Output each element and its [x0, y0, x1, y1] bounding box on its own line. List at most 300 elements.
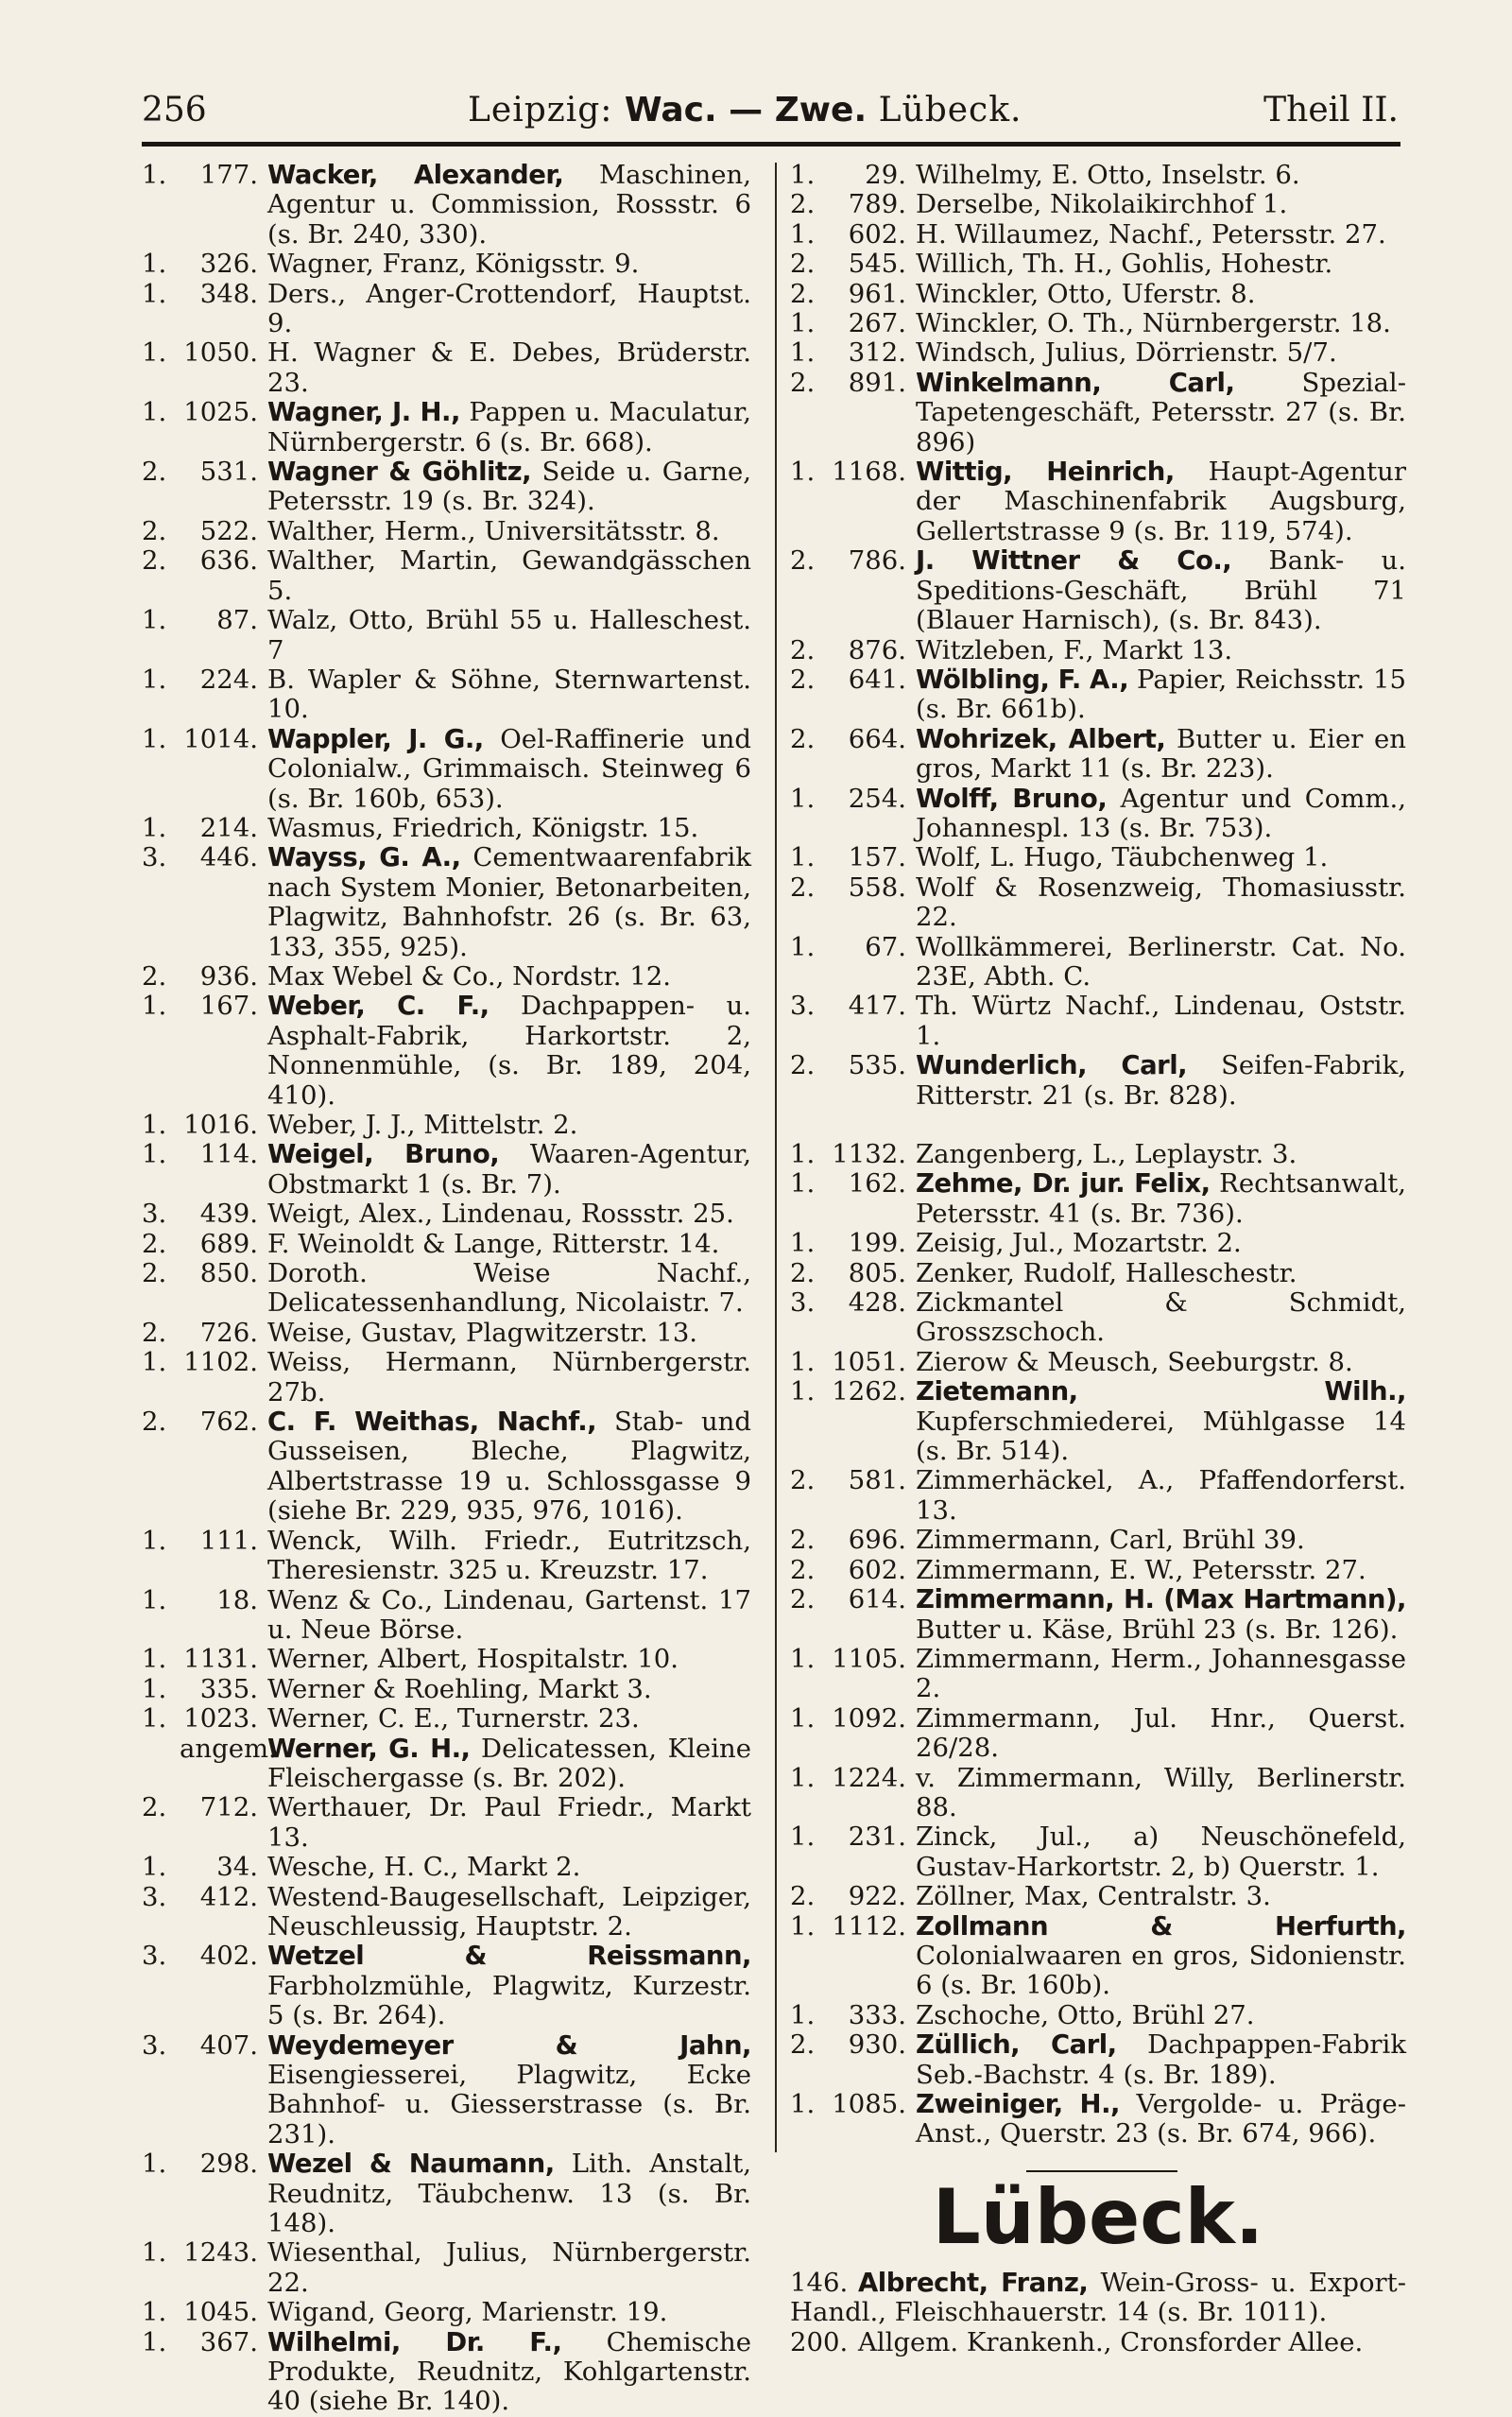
- entry-class: 1.: [142, 1110, 167, 1140]
- entry-text: [916, 369, 1406, 458]
- entry-gap: [790, 1111, 1406, 1140]
- entry-details: Waaren-Agentur, Obstmarkt 1 (s. Br. 7).: [267, 1139, 751, 1200]
- directory-entry: [142, 2031, 751, 2150]
- entry-details: Th. Würtz Nachf., Lindenau, Oststr. 1.: [916, 991, 1406, 1051]
- entry-name: Weydemeyer & Jahn,: [267, 2029, 751, 2061]
- directory-entry: [142, 338, 751, 398]
- directory-entry: [790, 280, 1406, 309]
- entry-name: C. F. Weithas, Nachf.,: [267, 1407, 597, 1438]
- entry-class: 1.: [142, 1673, 167, 1704]
- entry-text: [267, 606, 751, 665]
- entry-text: [267, 458, 751, 517]
- entry-class: 1.: [790, 1762, 816, 1793]
- entry-class: 2.: [790, 1584, 816, 1615]
- entry-class: 2.: [790, 634, 816, 665]
- entry-class: 2.: [790, 1525, 816, 1556]
- entry-details: Witzleben, F., Markt 13.: [916, 634, 1233, 665]
- entry-details: Dachpappen-Fabrik Seb.-Bachstr. 4 (s. Br. 189).: [916, 2029, 1406, 2090]
- entry-text: [916, 1645, 1406, 1704]
- entry-class: 2.: [790, 545, 816, 577]
- directory-entry: [142, 1140, 751, 1200]
- entry-text: [916, 250, 1406, 279]
- right-column-entries: [790, 161, 1406, 2149]
- entry-details: Zickmantel & Schmidt, Grosszschoch.: [916, 1287, 1406, 1348]
- entry-text: [267, 2298, 751, 2327]
- directory-entry: [790, 1645, 1406, 1704]
- entry-class: 1.: [142, 2149, 167, 2180]
- column-divider: [775, 163, 777, 2152]
- directory-entry: [790, 725, 1406, 785]
- entry-text: [267, 1793, 751, 1853]
- directory-entry: [142, 1793, 751, 1853]
- entry-class: 2.: [142, 457, 167, 488]
- directory-entry: [142, 280, 751, 339]
- directory-entry: [790, 1140, 1406, 1169]
- entry-details: Ders., Anger-Crottendorf, Hauptst. 9.: [267, 278, 751, 339]
- entry-number: 18.: [216, 1584, 258, 1615]
- entry-details: Allgem. Krankenh., Cronsforder Allee.: [858, 2326, 1364, 2357]
- entry-number: 199.: [848, 1228, 906, 1259]
- entry-details: Butter u. Eier en gros, Markt 11 (s. Br. 223).: [916, 723, 1406, 785]
- left-column: [142, 161, 751, 2417]
- entry-details: Wilhelmy, E. Otto, Inselstr. 6.: [916, 160, 1300, 190]
- entry-details: Wolf & Rosenzweig, Thomasiusstr. 22.: [916, 872, 1406, 933]
- entry-text: [267, 992, 751, 1111]
- directory-entry: [790, 1051, 1406, 1111]
- entry-text: [267, 1645, 751, 1674]
- entry-class: 1.: [790, 308, 816, 339]
- entry-details: Wenck, Wilh. Friedr., Eutritzsch, Theresienstr. 325 u. Kreuzstr. 17.: [267, 1525, 751, 1586]
- entry-number: 29.: [865, 160, 906, 190]
- entry-details: Stab- und Gusseisen, Bleche, Plagwitz, Albertstrasse 19 u. Schlossgasse 9 (siehe Br. 229, 935, 976, 1016).: [267, 1407, 751, 1527]
- entry-details: Maschinen, Agentur u. Commission, Rossstr. 6 (s. Br. 240, 330).: [267, 160, 751, 250]
- entry-class: 2.: [142, 1792, 167, 1823]
- entry-details: Zimmermann, Carl, Brühl 39.: [916, 1525, 1305, 1556]
- entry-text: [916, 546, 1406, 635]
- directory-entry: [790, 1229, 1406, 1258]
- entry-class: 2.: [790, 1465, 816, 1496]
- directory-entry: [790, 1288, 1406, 1348]
- directory-entry: [142, 962, 751, 992]
- entry-details: Papier, Reichsstr. 15 (s. Br. 661b).: [916, 664, 1406, 725]
- entry-number: 1014.: [183, 723, 258, 754]
- directory-entry: [790, 2269, 1406, 2328]
- entry-text: [267, 814, 751, 843]
- entry-details: Wesche, H. C., Markt 2.: [267, 1852, 581, 1883]
- directory-entry: [790, 992, 1406, 1051]
- entry-number: 712.: [199, 1792, 258, 1823]
- entry-details: B. Wapler & Söhne, Sternwartenst. 10.: [267, 664, 751, 725]
- entry-class: 2.: [790, 249, 816, 280]
- entry-class: 1.: [142, 812, 167, 843]
- entry-text: [267, 2149, 751, 2238]
- entry-text: [916, 665, 1406, 725]
- entry-class: 2.: [790, 1881, 816, 1912]
- entry-class: 3.: [142, 1941, 167, 1972]
- entry-name: Wacker, Alexander,: [267, 160, 564, 190]
- entry-text: [267, 1348, 751, 1407]
- entry-details: Agentur und Comm., Johannespl. 13 (s. Br. 753).: [916, 783, 1406, 843]
- entry-class: 1.: [790, 783, 816, 814]
- entry-number: 1168.: [832, 457, 906, 488]
- entry-details: Weber, J. J., Mittelstr. 2.: [267, 1110, 578, 1140]
- entry-class: 1.: [790, 2089, 816, 2119]
- entry-name: J. Wittner & Co.,: [916, 545, 1232, 577]
- page-number: 256: [142, 91, 207, 129]
- entry-number: 167.: [199, 991, 258, 1022]
- entry-number: 850.: [199, 1258, 258, 1289]
- entry-number: 1262.: [832, 1376, 906, 1407]
- entry-text: [267, 962, 751, 992]
- entry-details: Seifen-Fabrik, Ritterstr. 21 (s. Br. 828).: [916, 1050, 1406, 1111]
- directory-entry: [790, 636, 1406, 665]
- entry-text: [916, 2090, 1406, 2149]
- entry-number: 961.: [848, 278, 906, 309]
- entry-details: Werner, C. E., Turnerstr. 23.: [267, 1703, 640, 1735]
- entry-class: 1.: [790, 842, 816, 873]
- entry-text: [267, 1319, 751, 1348]
- entry-number: 214.: [199, 812, 258, 843]
- entry-number: 535.: [848, 1050, 906, 1081]
- entry-details: F. Weinoldt & Lange, Ritterstr. 14.: [267, 1228, 720, 1259]
- header-center: [468, 87, 1022, 134]
- header-volume: Theil II.: [1263, 91, 1399, 129]
- entry-number: 111.: [199, 1525, 258, 1556]
- directory-entry: [790, 220, 1406, 250]
- directory-entry: [142, 2298, 751, 2327]
- entry-class: 1.: [790, 1228, 816, 1259]
- directory-entry: [142, 458, 751, 517]
- entry-number: 531.: [199, 457, 258, 488]
- entry-number: 224.: [199, 664, 258, 695]
- directory-entry: [142, 2328, 751, 2417]
- directory-entry: [790, 785, 1406, 844]
- entry-number: 1045.: [183, 2297, 258, 2328]
- entry-details: Rechtsanwalt, Petersstr. 41 (s. Br. 736).: [916, 1168, 1406, 1229]
- entry-details: Werner, Albert, Hospitalstr. 10.: [267, 1644, 679, 1675]
- directory-entry: [790, 933, 1406, 993]
- directory-entry: [790, 2001, 1406, 2030]
- entry-details: Zöllner, Max, Centralstr. 3.: [916, 1881, 1271, 1912]
- entry-class: 2.: [142, 1407, 167, 1438]
- entry-text: [267, 338, 751, 398]
- entry-details: Wollkämmerei, Berlinerstr. Cat. No. 23E, Abth. C.: [916, 931, 1406, 992]
- luebeck-entries: [790, 2269, 1406, 2357]
- entry-name: Züllich, Carl,: [916, 2029, 1117, 2061]
- directory-entry: [142, 1704, 751, 1734]
- directory-entry: [142, 843, 751, 962]
- entry-details: Wiesenthal, Julius, Nürnbergerstr. 22.: [267, 2237, 751, 2298]
- header-rule: [142, 142, 1400, 147]
- directory-entry: [142, 1853, 751, 1882]
- entry-class: 1.: [790, 931, 816, 962]
- entry-number: 1105.: [832, 1643, 906, 1674]
- entry-text: [916, 2030, 1406, 2090]
- entry-name: Wagner, J. H.,: [267, 397, 460, 428]
- directory-entry: [142, 1111, 751, 1140]
- entry-class: 1.: [790, 1910, 816, 1942]
- entry-class: 1.: [142, 1347, 167, 1378]
- entry-name: Zollmann & Herfurth,: [916, 1910, 1406, 1942]
- directory-entry: [142, 814, 751, 843]
- entry-details: Winckler, O. Th., Nürnbergerstr. 18.: [916, 308, 1391, 339]
- entry-details: Walther, Herm., Universitätsstr. 8.: [267, 515, 720, 546]
- entry-number: 558.: [848, 872, 906, 903]
- directory-entry: [142, 1942, 751, 2030]
- section-heading-luebeck: Lübeck.: [790, 2170, 1406, 2265]
- entry-text: [267, 1527, 751, 1586]
- directory-entry: [790, 1526, 1406, 1555]
- entry-details: Winckler, Otto, Uferstr. 8.: [916, 278, 1256, 309]
- entry-name: Zehme, Dr. jur. Felix,: [916, 1168, 1211, 1200]
- entry-number: 602.: [848, 218, 906, 250]
- entry-text: [916, 843, 1406, 872]
- directory-entry: [142, 992, 751, 1111]
- entry-number: 254.: [848, 783, 906, 814]
- entry-text: [916, 636, 1406, 665]
- entry-number: 786.: [848, 545, 906, 577]
- entry-details: Delicatessen, Kleine Fleischergasse (s. Br. 202).: [267, 1733, 751, 1793]
- entry-number: 1243.: [183, 2237, 258, 2269]
- entry-text: [916, 309, 1406, 338]
- entry-text: [916, 1229, 1406, 1258]
- entry-details: Weiss, Hermann, Nürnbergerstr. 27b.: [267, 1347, 751, 1407]
- entry-class: 1.: [142, 723, 167, 754]
- directory-entry: [142, 1259, 751, 1319]
- entry-details: Zenker, Rudolf, Halleschestr.: [916, 1257, 1297, 1288]
- entry-number: 1023.: [183, 1703, 258, 1735]
- entry-text: [267, 2031, 751, 2150]
- entry-number: 114.: [199, 1139, 258, 1170]
- entry-number: 231.: [848, 1821, 906, 1853]
- entry-number: 402.: [199, 1941, 258, 1972]
- entry-text: [916, 458, 1406, 546]
- entry-number: 333.: [848, 1999, 906, 2030]
- entry-number: 146.: [790, 2267, 849, 2298]
- entry-number: 641.: [848, 664, 906, 695]
- directory-entry: [142, 1319, 751, 1348]
- entry-class: 2.: [790, 872, 816, 903]
- entry-name: Wayss, G. A.,: [267, 842, 461, 873]
- entry-text: [916, 1051, 1406, 1111]
- entry-class: 1.: [142, 160, 167, 190]
- entry-class: 3.: [142, 1881, 167, 1912]
- directory-entry: [142, 1200, 751, 1229]
- entry-details: Cementwaarenfabrik nach System Monier, Betonarbeiten, Plagwitz, Bahnhofstr. 26 (s. Br. 63, 133, 355, 925).: [267, 842, 751, 962]
- entry-text: [267, 1140, 751, 1200]
- entry-number: 200.: [790, 2326, 849, 2357]
- directory-entry: [790, 1348, 1406, 1377]
- directory-entry: [142, 1407, 751, 1527]
- entry-number: 87.: [216, 605, 258, 636]
- entry-details: Wagner, Franz, Königsstr. 9.: [267, 249, 640, 280]
- entry-details: Zimmermann, E. W., Petersstr. 27.: [916, 1554, 1366, 1585]
- entry-text: [267, 398, 751, 458]
- header-city: Leipzig:: [468, 91, 613, 129]
- entry-text: [267, 517, 751, 546]
- entry-name: Wappler, J. G.,: [267, 723, 484, 754]
- entry-name: Wetzel & Reissmann,: [267, 1941, 751, 1972]
- entry-text: [267, 1735, 751, 1794]
- entry-number: 545.: [848, 249, 906, 280]
- entry-number: 428.: [848, 1287, 906, 1319]
- entry-text: [916, 1140, 1406, 1169]
- entry-text: [916, 725, 1406, 785]
- entry-class: 1.: [142, 1525, 167, 1556]
- directory-entry: [142, 2149, 751, 2238]
- entry-name: Zimmermann, H. (Max Hartmann),: [916, 1584, 1406, 1615]
- entry-text: [916, 220, 1406, 250]
- entry-number: 412.: [199, 1881, 258, 1912]
- entry-details: Wenz & Co., Lindenau, Gartenst. 17 u. Neue Börse.: [267, 1584, 751, 1645]
- entry-details: v. Zimmermann, Willy, Berlinerstr. 88.: [916, 1762, 1406, 1822]
- entry-class: 1.: [790, 1346, 816, 1377]
- entry-text: [267, 665, 751, 725]
- entry-details: Dachpappen- u. Asphalt-Fabrik, Harkortstr. 2, Nonnenmühle, (s. Br. 189, 204, 410).: [267, 991, 751, 1111]
- directory-entry: [790, 1169, 1406, 1229]
- entry-class: 1.: [142, 1644, 167, 1675]
- entry-number: 922.: [848, 1881, 906, 1912]
- entry-number: 936.: [199, 960, 258, 992]
- entry-number: 1131.: [183, 1644, 258, 1675]
- entry-class: 1.: [142, 991, 167, 1022]
- entry-text: [916, 2001, 1406, 2030]
- entry-number: 1050.: [183, 337, 258, 369]
- directory-entry: [790, 161, 1406, 190]
- directory-entry: [142, 606, 751, 665]
- entry-details: Werthauer, Dr. Paul Friedr., Markt 13.: [267, 1792, 751, 1853]
- entry-text: [916, 1882, 1406, 1911]
- entry-name: Zietemann, Wilh.,: [916, 1376, 1406, 1407]
- entry-number: 614.: [848, 1584, 906, 1615]
- entry-text: [916, 1288, 1406, 1348]
- entry-number: 891.: [848, 367, 906, 398]
- entry-text: [267, 161, 751, 250]
- entry-class: 1.: [790, 1376, 816, 1407]
- entry-text: [916, 1585, 1406, 1645]
- entry-text: [267, 1586, 751, 1646]
- directory-entry: [790, 190, 1406, 219]
- entry-details: Pappen u. Maculatur, Nürnbergerstr. 6 (s. Br. 668).: [267, 397, 751, 458]
- entry-class: 2.: [790, 723, 816, 754]
- directory-entry: [142, 398, 751, 458]
- entry-text: [267, 1259, 751, 1319]
- directory-entry: [142, 546, 751, 606]
- entry-details: Lith. Anstalt, Reudnitz, Täubchenw. 13 (s. Br. 148).: [267, 2149, 752, 2239]
- entry-name: Werner, G. H.,: [267, 1733, 471, 1764]
- entry-name: Wölbling, F. A.,: [916, 664, 1129, 695]
- entry-class: 1.: [142, 2326, 167, 2357]
- directory-entry: [142, 1645, 751, 1674]
- entry-details: Wein-Gross- u. Export-Handl., Fleischhauerstr. 14 (s. Br. 1011).: [790, 2267, 1406, 2328]
- entry-number: 602.: [848, 1554, 906, 1585]
- directory-entry: [790, 1912, 1406, 2001]
- directory-entry: [790, 2030, 1406, 2090]
- entry-text: [267, 1407, 751, 1527]
- entry-details: Willich, Th. H., Gohlis, Hohestr.: [916, 249, 1333, 280]
- entry-number: 581.: [848, 1465, 906, 1496]
- entry-details: Weigt, Alex., Lindenau, Rossstr. 25.: [267, 1199, 734, 1230]
- entry-class: 1.: [142, 2237, 167, 2269]
- entry-name: Wunderlich, Carl,: [916, 1050, 1188, 1081]
- entry-text: [267, 250, 751, 279]
- entry-class: 2.: [142, 545, 167, 577]
- entry-class: 2.: [790, 278, 816, 309]
- directory-entry: [790, 665, 1406, 725]
- entry-number: 1051.: [832, 1346, 906, 1377]
- entry-details: Zeisig, Jul., Mozartstr. 2.: [916, 1228, 1242, 1259]
- entry-text: [916, 280, 1406, 309]
- entry-class: 3.: [790, 991, 816, 1022]
- entry-class: 1.: [790, 1702, 816, 1734]
- right-column: [790, 161, 1406, 2357]
- directory-entry: [142, 517, 751, 546]
- entry-details: Zimmerhäckel, A., Pfaffendorferst. 13.: [916, 1465, 1406, 1526]
- entry-number: 34.: [216, 1852, 258, 1883]
- entry-class: 3.: [142, 842, 167, 873]
- entry-number: 1016.: [183, 1110, 258, 1140]
- entry-details: Wigand, Georg, Marienstr. 19.: [267, 2297, 668, 2328]
- entry-details: Oel-Raffinerie und Colonialw., Grimmaisch. Steinweg 6 (s. Br. 160b, 653).: [267, 723, 751, 814]
- directory-entry: [790, 2090, 1406, 2149]
- header-range: Wac. — Zwe.: [624, 91, 868, 129]
- entry-text: [267, 1942, 751, 2030]
- entry-class: 1.: [790, 1821, 816, 1853]
- entry-number: 1102.: [183, 1347, 258, 1378]
- entry-details: Vergolde- u. Präge-Anst., Querstr. 23 (s. Br. 674, 966).: [916, 2089, 1406, 2149]
- entry-class: 3.: [142, 1199, 167, 1230]
- entry-name: Winkelmann, Carl,: [916, 367, 1235, 398]
- entry-number: 417.: [848, 991, 906, 1022]
- entry-text: [267, 1704, 751, 1734]
- directory-entry: [790, 1764, 1406, 1823]
- entry-details: Weise, Gustav, Plagwitzerstr. 13.: [267, 1317, 698, 1348]
- entry-number: 407.: [199, 2029, 258, 2061]
- entry-class: 2.: [790, 1050, 816, 1081]
- entry-details: H. Willaumez, Nachf., Petersstr. 27.: [916, 218, 1386, 250]
- entry-text: [267, 843, 751, 962]
- entry-name: Wohrizek, Albert,: [916, 723, 1166, 754]
- directory-entry: [790, 1822, 1406, 1882]
- entry-number: 1092.: [832, 1702, 906, 1734]
- entry-class: 3.: [790, 1287, 816, 1319]
- entry-class: 1.: [790, 1168, 816, 1200]
- entry-number: 726.: [199, 1317, 258, 1348]
- directory-entry: [142, 725, 751, 814]
- entry-class: 1.: [142, 2297, 167, 2328]
- entry-details: Wasmus, Friedrich, Königstr. 15.: [267, 812, 699, 843]
- entry-number: 67.: [865, 931, 906, 962]
- entry-number: 367.: [199, 2326, 258, 2357]
- directory-entry: [142, 161, 751, 250]
- entry-details: Zinck, Jul., a) Neuschönefeld, Gustav-Harkortstr. 2, b) Querstr. 1.: [916, 1821, 1406, 1882]
- entry-class: 1.: [142, 1703, 167, 1735]
- entry-class: 1.: [790, 218, 816, 250]
- entry-number: 335.: [199, 1673, 258, 1704]
- entry-details: H. Wagner & E. Debes, Brüderstr. 23.: [267, 337, 751, 398]
- entry-class: 1.: [790, 1999, 816, 2030]
- entry-name: Wagner & Göhlitz,: [267, 457, 532, 488]
- entry-name: Zweiniger, H.,: [916, 2089, 1120, 2119]
- entry-text: [916, 1704, 1406, 1764]
- directory-entry: [790, 1556, 1406, 1585]
- entry-class: 1.: [142, 397, 167, 428]
- entry-details: Seide u. Garne, Petersstr. 19 (s. Br. 324).: [267, 457, 751, 517]
- entry-details: Zschoche, Otto, Brühl 27.: [916, 1999, 1255, 2030]
- entry-number: 326.: [199, 249, 258, 280]
- header-next-city: Lübeck.: [878, 91, 1022, 129]
- entry-class: 1.: [790, 1139, 816, 1169]
